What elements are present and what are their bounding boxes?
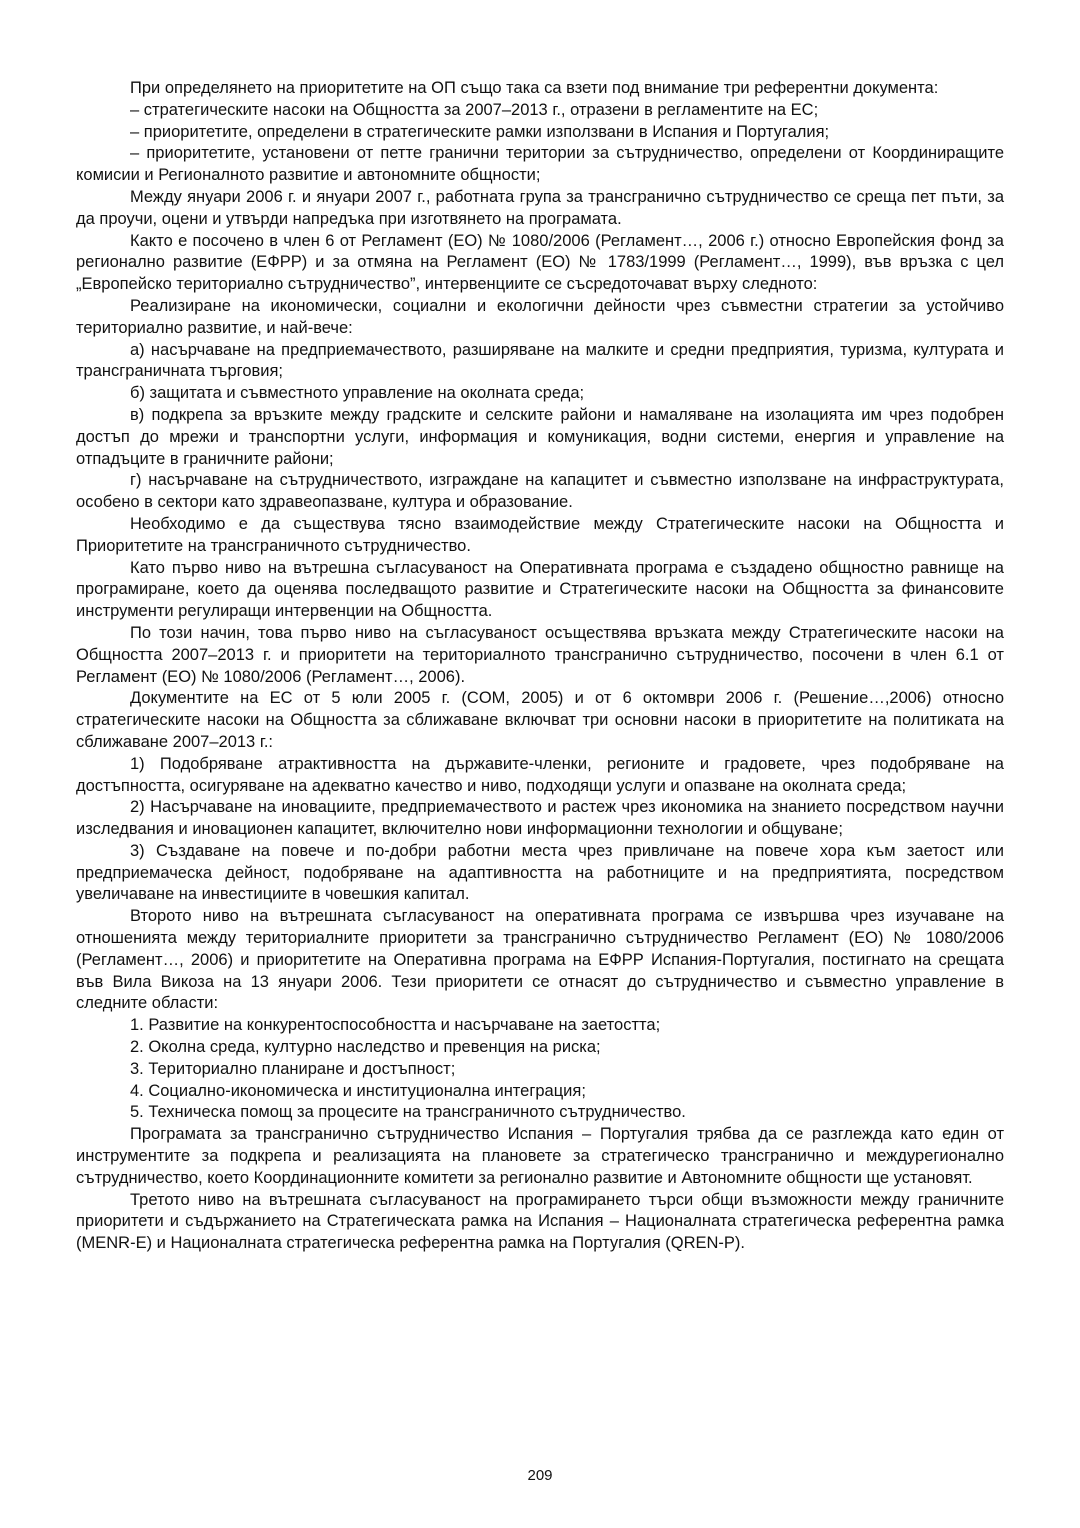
list-item: в) подкрепа за връзките между градските и селските райони и намаляване на изолацията им чрез подобрен достъп до мрежи и транспортни услуги, информация и комуникация, водни системи, енергия и управление на отпадъците в граничните райони; [76, 405, 1004, 468]
paragraph: Третото ниво на вътрешната съгласуваност на програмирането търси общи възможности между граничните приоритети и съдържанието на Стратегическата рамка на Испания – Националната стратегическа референтна рамка (MENR-E) и Националната стратегическа референтна рамка на Португалия (QREN-P). [76, 1190, 1004, 1253]
page-number: 209 [527, 1467, 553, 1484]
paragraph: Реализиране на икономически, социални и екологични дейности чрез съвместни стратегии за устойчиво териториално развитие, и най-вече: [76, 296, 1004, 337]
list-item: 3. Териториално планиране и достъпност; [130, 1059, 456, 1078]
paragraph: Второто ниво на вътрешната съгласуваност на оперативната програма се извършва чрез изучаване на отношенията между териториалните приоритети за трансгранично сътрудничество Регламент (ЕО) № 1080/2006 (Регламент…, 2006) и приоритетите на Оперативна програма на ЕФРР Испания-Португалия, постигнато на срещата във Вила Викоза на 13 януари 2006. Тези приоритети се отнасят до сътрудничество и съвместно управление в следните области: [76, 907, 1004, 1013]
list-item: б) защитата и съвместното управление на околната среда; [130, 384, 585, 403]
paragraph: При определянето на приоритетите на ОП също така са взети под внимание три референтни документа: [130, 79, 939, 97]
list-item: 5. Техническа помощ за процесите на трансграничното сътрудничество. [130, 1103, 686, 1122]
document-body [76, 78, 1004, 1255]
list-item: – приоритетите, установени от петте гранични територии за сътрудничество, определени от Координиращите комисии и Регионалното развитие и автономните общности; [76, 144, 1004, 185]
list-item: 2. Околна среда, културно наследство и превенция на риска; [130, 1038, 601, 1057]
list-item: 1. Развитие на конкурентоспособността и насърчаване на заетостта; [130, 1016, 661, 1035]
list-item: 2) Насърчаване на иновациите, предприемачеството и растеж чрез икономика на знанието посредством научни изследвания и иновационен капацитет, включително нови информационни технологии и общуване; [76, 798, 1004, 839]
list-item: 4. Социално-икономическа и институционална интеграция; [130, 1081, 586, 1100]
paragraph: Необходимо е да съществува тясно взаимодействие между Стратегическите насоки на Общността и Приоритетите на трансграничното сътрудничество. [76, 514, 1004, 555]
paragraph: Документите на ЕС от 5 юли 2005 г. (COM, 2005) и от 6 октомври 2006 г. (Решение…,2006) относно стратегическите насоки на Общността за сближаване включват три основни насоки в приоритетите на политиката на сближаване 2007–2013 г.: [76, 689, 1004, 751]
paragraph: Както е посочено в член 6 от Регламент (ЕО) № 1080/2006 (Регламент…, 2006 г.) относно Европейския фонд за регионално развитие (ЕФРР) и за отмяна на Регламент (ЕО) № 1783/1999 (Регламент…, 1999), във връзка с цел „Европейско териториално сътрудничество”, интервенциите се съсредоточават върху следното: [76, 231, 1004, 294]
list-item: г) насърчаване на сътрудничеството, изграждане на капацитет и съвместно използване на инфраструктурата, особено в сектори като здравеопазване, култура и образование. [76, 471, 1004, 512]
list-item: 3) Създаване на повече и по-добри работни места чрез привличане на повече хора към заетост или предприемаческа дейност, подобряване на адаптивността на работниците и на предприятията, посредством увеличаване на инвестициите в човешкия капитал. [76, 841, 1004, 904]
paragraph: Като първо ниво на вътрешна съгласуваност на Оперативната програма е създадено общностно равнище на програмиране, което да оценява последващото развитие и Стратегическите насоки на Общността за финансовите инструменти регулиращи интервенции на Общността. [76, 558, 1004, 621]
list-item: 1) Подобряване атрактивността на държавите-членки, регионите и градовете, чрез подобряване на достъпността, осигуряване на адекватно качество и ниво, подходящи услуги и опазване на околната среда; [76, 754, 1004, 795]
paragraph: Програмата за трансгранично сътрудничество Испания – Португалия трябва да се разглежда като един от инструментите за подкрепа и реализацията на плановете за стратегическо трансгранично и междурегионално сътрудничество, което Координационните комитети за регионално развитие и Автономните общности ще установят. [76, 1125, 1004, 1187]
list-item: – стратегическите насоки на Общността за 2007–2013 г., отразени в регламентите на ЕС; [130, 100, 819, 119]
list-item: – приоритетите, определени в стратегическите рамки използвани в Испания и Португалия; [130, 122, 830, 141]
paragraph: По този начин, това първо ниво на съгласуваност осъществява връзката между Стратегическите насоки на Общността 2007–2013 г. и приоритети на териториалното трансгранично сътрудничество, посочени в член 6.1 от Регламент (ЕО) № 1080/2006 (Регламент…, 2006). [76, 623, 1004, 686]
list-item: а) насърчаване на предприемачеството, разширяване на малките и средни предприятия, туризма, културата и трансграничната търговия; [76, 340, 1004, 381]
paragraph: Между януари 2006 г. и януари 2007 г., работната група за трансгранично сътрудничество се среща пет пъти, за да проучи, оцени и утвърди напредъка при изготвянето на програмата. [76, 187, 1004, 228]
